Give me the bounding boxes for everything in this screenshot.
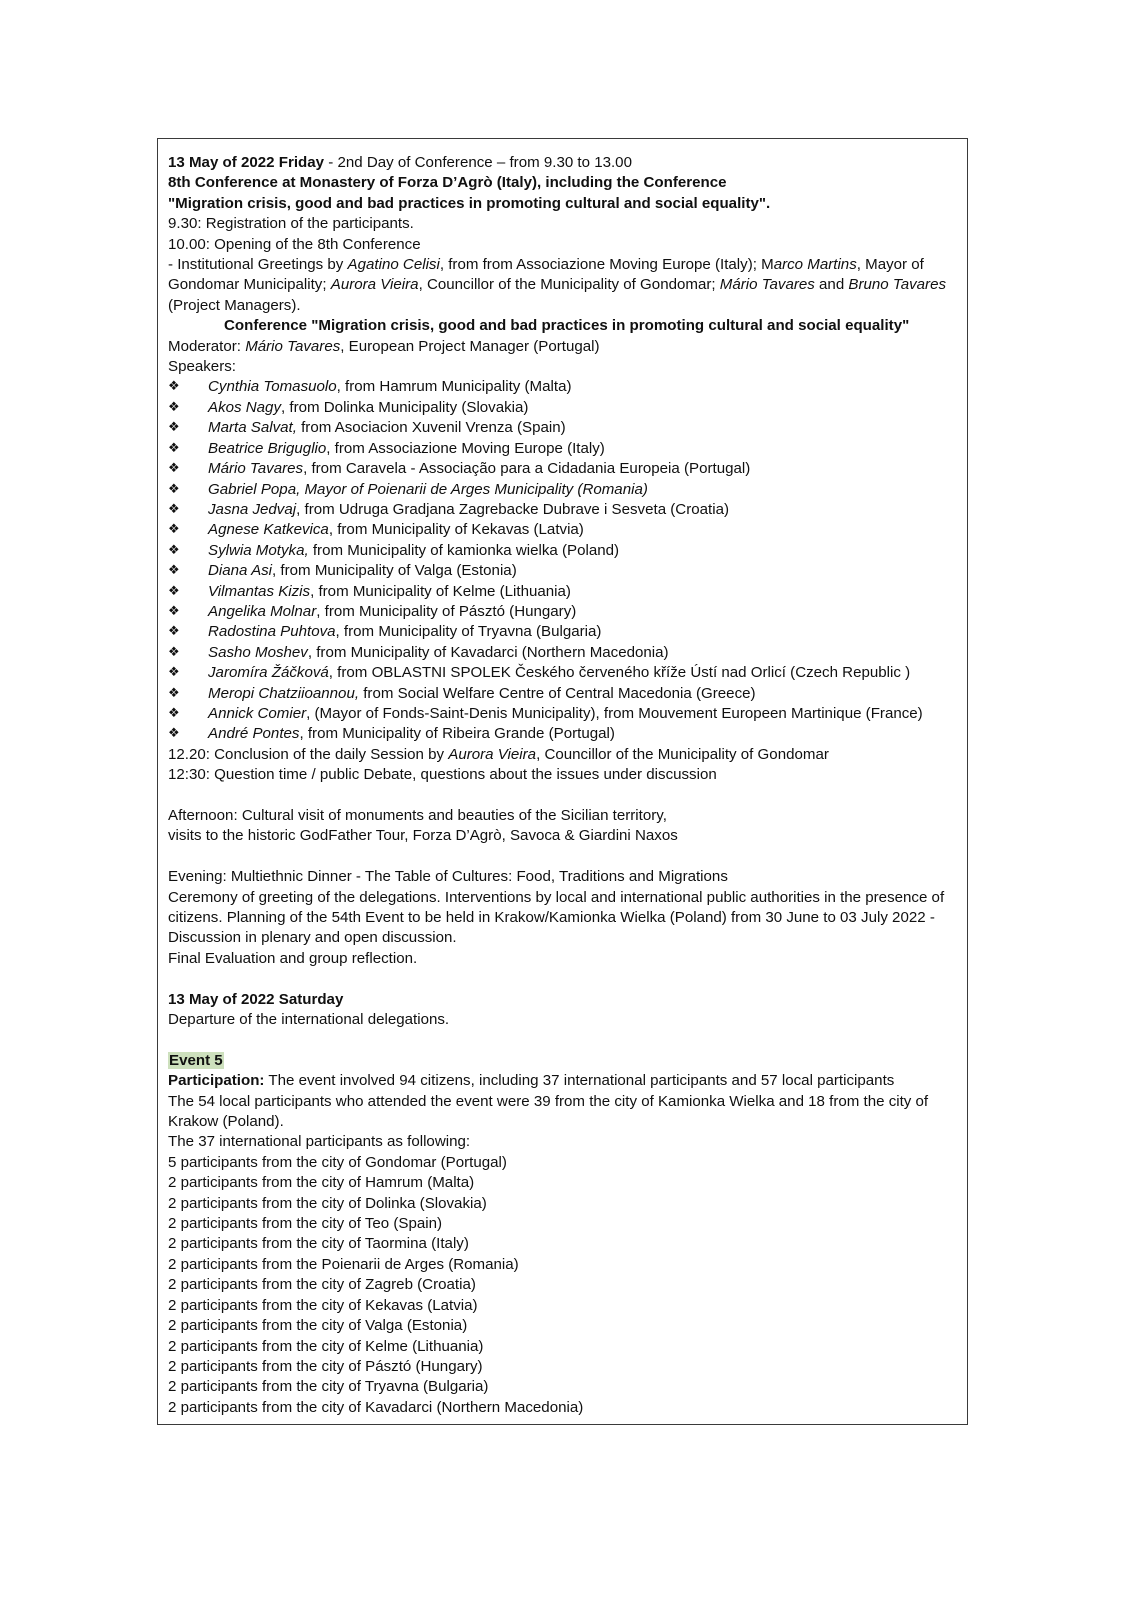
conclusion-pre: 12.20: Conclusion of the daily Session by [168,745,449,763]
institutional-greetings-line [168,255,958,316]
speaker-item [168,377,958,397]
speaker-text [208,704,958,724]
speaker-affiliation: , from OBLASTNI SPOLEK Českého červeného kříže Ústí nad Orlicí (Czech Republic ) [328,664,911,682]
greetings-name-marco-martins: arco Martins [773,256,857,274]
speaker-item [168,724,958,744]
speaker-name: Agnese Katkevica [208,521,329,539]
speaker-text [208,684,958,704]
speaker-affiliation: from Municipality of kamionka wielka (Poland) [308,541,620,559]
diamond-bullet-icon: ❖ [168,501,180,517]
greetings-name-bruno-tavares: Bruno Tavares [848,276,947,294]
speaker-text [208,663,958,683]
event5-international-intro: The 37 international participants as following: [168,1133,471,1151]
greetings-name-mario-tavares: Mário Tavares [719,276,815,294]
speaker-affiliation: , from Municipality of Valga (Estonia) [272,562,517,580]
speaker-text [208,561,958,581]
event5-international-list [168,1153,958,1418]
speaker-text [208,459,958,479]
speaker-name: Vilmantas Kizis [208,582,311,600]
speaker-item [168,582,958,602]
participation-label: Participation: [168,1072,265,1090]
speaker-item [168,704,958,724]
speaker-affiliation: , from Municipality of Kavadarci (Northern Macedonia) [307,643,669,661]
greetings-end: (Project Managers). [168,296,301,314]
diamond-bullet-icon: ❖ [168,420,180,436]
speaker-affiliation: , from Associazione Moving Europe (Italy) [326,439,605,457]
moderator-name: Mário Tavares [245,337,341,355]
greetings-pre: - Institutional Greetings by [168,256,348,274]
speaker-item [168,684,958,704]
speaker-text [208,500,958,520]
speaker-affiliation: from Asociacion Xuvenil Vrenza (Spain) [296,419,566,437]
international-participant-line: 2 participants from the city of Kelme (Lithuania) [168,1337,484,1355]
speaker-text [208,439,958,459]
moderator-line [168,337,958,357]
speaker-name: Jaromíra Žáčková [208,664,329,682]
event5-title: Event 5 [169,1051,223,1069]
speaker-name: Gabriel Popa, Mayor of Poienarii de Arges Municipality (Romania) [208,480,648,498]
spacer-4 [168,1030,958,1050]
speaker-name: Beatrice Briguglio [208,439,327,457]
greetings-mid-2: , Mayor of Gondomar Municipality; [168,256,924,294]
speaker-item [168,398,958,418]
speaker-affiliation: , (Mayor of Fonds-Saint-Denis Municipality), from Mouvement Europeen Martinique (France) [306,704,923,722]
speaker-text [208,377,958,397]
international-participant-line: 2 participants from the city of Kavadarci (Northern Macedonia) [168,1398,584,1416]
speakers-label: Speakers: [168,358,236,376]
afternoon-line-2: visits to the historic GodFather Tour, Forza D’Agrò, Savoca & Giardini Naxos [168,827,678,845]
conclusion-line [168,745,958,765]
conclusion-rest: , Councillor of the Municipality of Gondomar [536,745,829,763]
spacer-2 [168,847,958,867]
speaker-text [208,724,958,744]
day2-heading-line3: "Migration crisis, good and bad practices in promoting cultural and social equality". [168,194,771,212]
spacer-1 [168,786,958,806]
speaker-affiliation: , from Hamrum Municipality (Malta) [336,378,572,396]
speaker-affiliation: , from Municipality of Pásztó (Hungary) [316,602,577,620]
speaker-name: Sasho Moshev [208,643,308,661]
diamond-bullet-icon: ❖ [168,603,180,619]
document-content [168,153,958,1418]
speaker-text [208,480,958,500]
conclusion-name-aurora-vieira: Aurora Vieira [448,745,537,763]
diamond-bullet-icon: ❖ [168,624,180,640]
speaker-text [208,582,958,602]
speaker-item [168,520,958,540]
speaker-item [168,500,958,520]
evening-line-2: Ceremony of greeting of the delegations. Interventions by local and international public authorities in the presence of citizens. Planning of the 54th Event to be held in Krakow/Kamionka Wielka (Poland) from 30 June to 03 July 2022 - Discussion in plenary and open discussion. [168,888,945,947]
conference-title: Conference "Migration crisis, good and bad practices in promoting cultural and social equality" [224,317,910,335]
speaker-affiliation: from Social Welfare Centre of Central Macedonia (Greece) [359,684,756,702]
speaker-name: Radostina Puhtova [208,623,336,641]
greetings-mid-1: , from from Associazione Moving Europe (Italy); M [439,256,774,274]
speaker-item [168,643,958,663]
speaker-name: Akos Nagy [208,398,281,416]
speaker-item [168,561,958,581]
speaker-item [168,602,958,622]
day2-heading-line1 [168,153,958,173]
evening-line-1: Evening: Multiethnic Dinner - The Table of Cultures: Food, Traditions and Migrations [168,868,728,886]
speaker-affiliation: , from Municipality of Tryavna (Bulgaria) [335,623,602,641]
speaker-affiliation: , from Municipality of Ribeira Grande (Portugal) [299,725,615,743]
diamond-bullet-icon: ❖ [168,461,180,477]
speaker-text [208,602,958,622]
speaker-name: Marta Salvat, [208,419,297,437]
diamond-bullet-icon: ❖ [168,644,180,660]
speaker-affiliation: , from Municipality of Kekavas (Latvia) [328,521,584,539]
speaker-affiliation: , from Udruga Gradjana Zagrebacke Dubrave i Sesveta (Croatia) [296,500,729,518]
speaker-item [168,480,958,500]
greetings-name-agatino-celisi: Agatino Celisi [347,256,440,274]
diamond-bullet-icon: ❖ [168,379,180,395]
event5-local-participants: The 54 local participants who attended the event were 39 from the city of Kamionka Wielka and 18 from the city of Krakow (Poland). [168,1092,929,1131]
spacer-3 [168,969,958,989]
speaker-text [208,622,958,642]
diamond-bullet-icon: ❖ [168,440,180,456]
day3-heading: 13 May of 2022 Saturday [168,990,344,1008]
moderator-label: Moderator: [168,337,246,355]
speaker-text [208,520,958,540]
speaker-text [208,418,958,438]
speakers-list [168,377,958,744]
day3-text: Departure of the international delegations. [168,1011,450,1029]
day2-heading-line2: 8th Conference at Monastery of Forza D’Agrò (Italy), including the Conference [168,174,727,192]
speaker-affiliation: , from Municipality of Kelme (Lithuania) [310,582,571,600]
greetings-mid-3: , Councillor of the Municipality of Gondomar; [418,276,720,294]
moderator-rest: , European Project Manager (Portugal) [340,337,600,355]
diamond-bullet-icon: ❖ [168,726,180,742]
diamond-bullet-icon: ❖ [168,563,180,579]
afternoon-line-1: Afternoon: Cultural visit of monuments and beauties of the Sicilian territory, [168,806,667,824]
international-participant-line: 2 participants from the city of Dolinka (Slovakia) [168,1194,487,1212]
greetings-name-aurora-vieira: Aurora Vieira [330,276,419,294]
international-participant-line: 2 participants from the Poienarii de Arges (Romania) [168,1255,519,1273]
international-participant-line: 5 participants from the city of Gondomar (Portugal) [168,1153,507,1171]
diamond-bullet-icon: ❖ [168,665,180,681]
speaker-name: Diana Asi [208,562,273,580]
speaker-item [168,663,958,683]
speaker-text [208,541,958,561]
diamond-bullet-icon: ❖ [168,481,180,497]
day2-heading-rest: - 2nd Day of Conference – from 9.30 to 13.00 [324,154,632,171]
speaker-affiliation: , from Dolinka Municipality (Slovakia) [281,398,529,416]
speaker-item [168,459,958,479]
international-participant-line: 2 participants from the city of Pásztó (Hungary) [168,1357,483,1375]
speaker-affiliation: , from Caravela - Associação para a Cidadania Europeia (Portugal) [303,460,751,478]
diamond-bullet-icon: ❖ [168,522,180,538]
speaker-name: Sylwia Motyka, [208,541,309,559]
diamond-bullet-icon: ❖ [168,583,180,599]
opening-line: 10.00: Opening of the 8th Conference [168,235,421,253]
diamond-bullet-icon: ❖ [168,705,180,721]
registration-line: 9.30: Registration of the participants. [168,215,414,233]
speaker-name: Mário Tavares [208,460,304,478]
international-participant-line: 2 participants from the city of Taormina (Italy) [168,1235,469,1253]
day2-date: 13 May of 2022 Friday [168,154,325,171]
speaker-name: Annick Comier [208,704,307,722]
event5-participation-line [168,1071,958,1091]
event5-title-line [168,1051,958,1071]
speaker-name: Angelika Molnar [208,602,317,620]
diamond-bullet-icon: ❖ [168,542,180,558]
international-participant-line: 2 participants from the city of Valga (Estonia) [168,1317,468,1335]
international-participant-line: 2 participants from the city of Kekavas (Latvia) [168,1296,478,1314]
international-participant-line: 2 participants from the city of Tryavna (Bulgaria) [168,1378,489,1396]
speaker-name: Cynthia Tomasuolo [208,378,337,396]
speaker-item [168,622,958,642]
international-participant-line: 2 participants from the city of Zagreb (Croatia) [168,1276,476,1294]
speaker-name: Meropi Chatziioannou, [208,684,360,702]
diamond-bullet-icon: ❖ [168,685,180,701]
speaker-text [208,643,958,663]
international-participant-line: 2 participants from the city of Hamrum (Malta) [168,1174,475,1192]
international-participant-line: 2 participants from the city of Teo (Spain) [168,1215,443,1233]
evening-line-3: Final Evaluation and group reflection. [168,949,418,967]
speaker-item [168,418,958,438]
speaker-name: André Pontes [208,725,300,743]
question-time-line: 12:30: Question time / public Debate, questions about the issues under discussion [168,766,717,784]
speaker-text [208,398,958,418]
greetings-mid-4: and [814,276,849,294]
speaker-item [168,439,958,459]
speaker-name: Jasna Jedvaj [208,500,297,518]
participation-text: The event involved 94 citizens, including 37 international participants and 57 local participants [264,1072,895,1090]
speaker-item [168,541,958,561]
diamond-bullet-icon: ❖ [168,399,180,415]
